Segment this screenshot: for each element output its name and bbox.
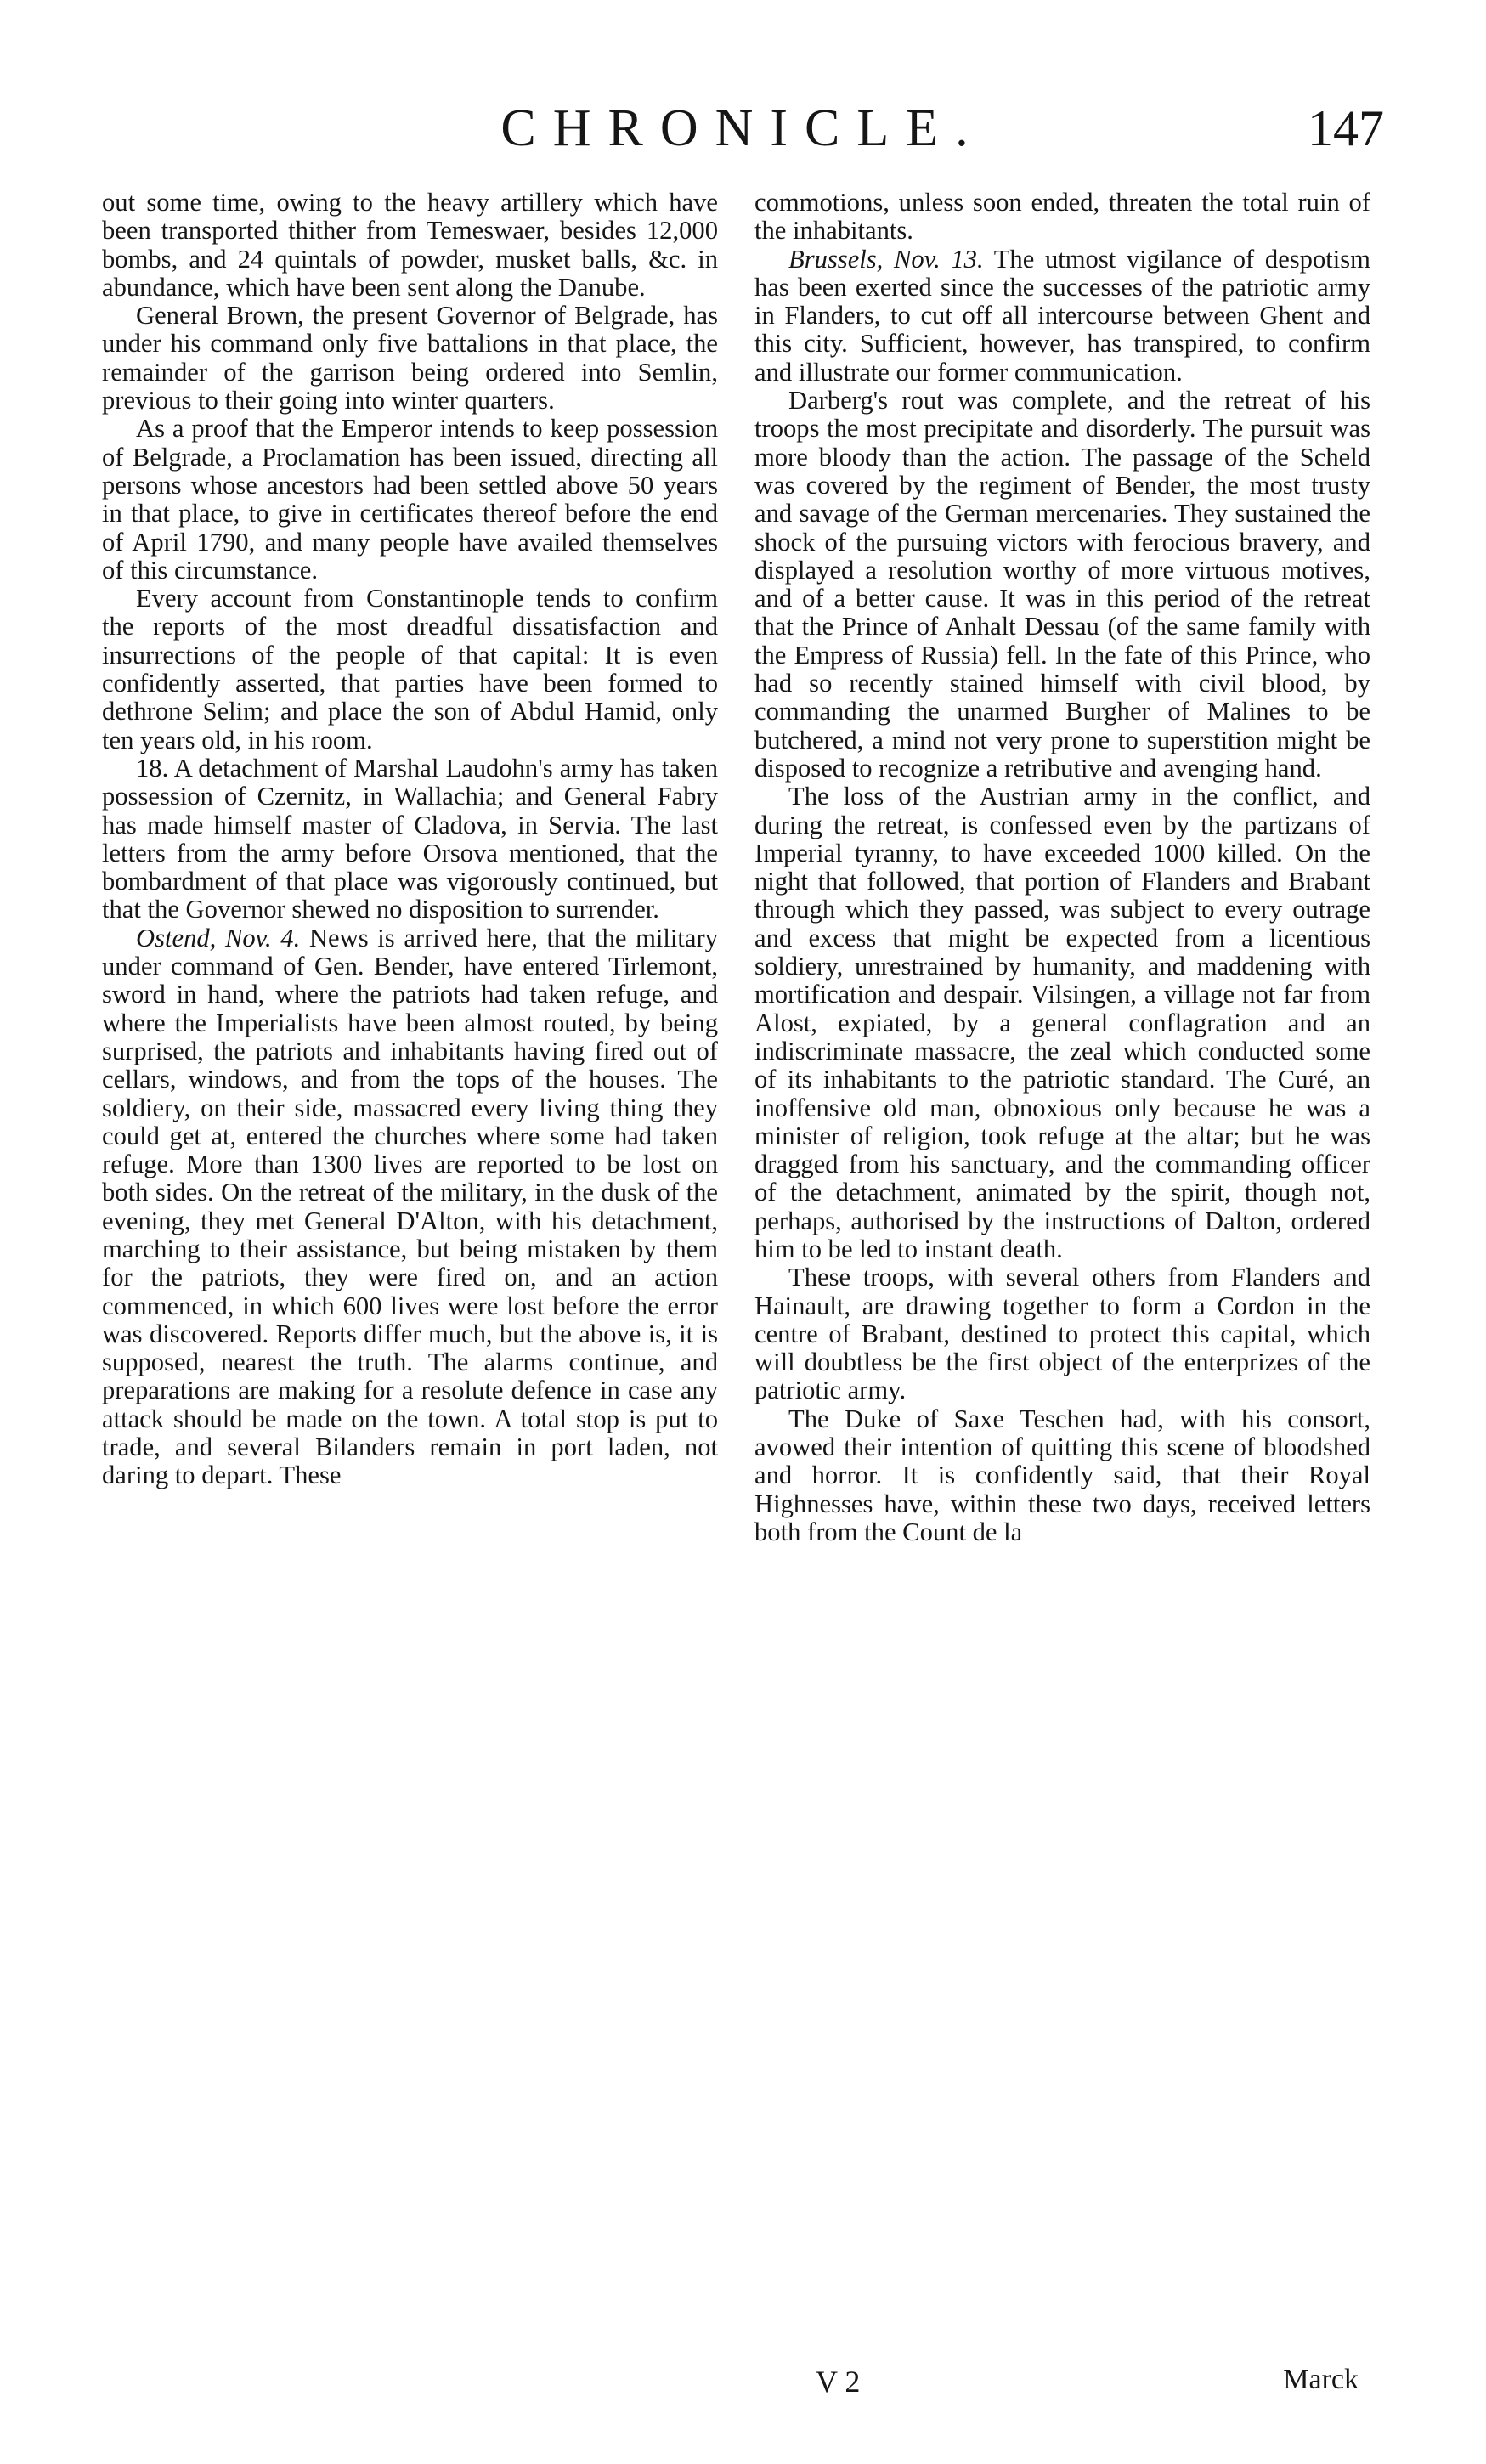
catchword: Marck — [1283, 2364, 1359, 2395]
paragraph — [754, 387, 1370, 783]
paragraph-text: commotions, unless soon ended, threaten the total ruin of the inhabitants. — [754, 189, 1370, 246]
paragraph-text: As a proof that the Emperor intends to keep possession of Belgrade, a Proclamation has been issued, directing all persons whose ancestors had been settled above 50 years in that place, to give in certificates thereof before the end of April 1790, and many people have availed themselves of this circumstance. — [102, 414, 718, 585]
dateline: Brussels, Nov. 13. — [788, 244, 984, 274]
paragraph-text: Darberg's rout was complete, and the retreat of his troops the most precipitate and disorderly. The pursuit was more bloody than the action. The passage of the Scheld was covered by the regiment of Bender, the most trusty and savage of the German mercenaries. They sustained the shock of the pursuing victors with ferocious bravery, and displayed a resolution worthy of more virtuous motives, and of a better cause. It was in this period of the retreat that the Prince of Anhalt Dessau (of the same family with the Empress of Russia) fell. In the fate of this Prince, who had so recently stained himself with civil blood, by commanding the unarmed Burgher of Malines to be butchered, a mind not very prone to superstition might be disposed to recognize a retributive and avenging hand. — [754, 386, 1370, 783]
paragraph — [102, 754, 718, 924]
page-header — [0, 82, 1486, 175]
signature-mark: V 2 — [816, 2365, 861, 2399]
paragraph-text: General Brown, the present Governor of Belgrade, has under his command only five battalions in that place, the remainder of the garrison being ordered into Semlin, previous to their going into winter quarters. — [102, 301, 718, 415]
paragraph — [754, 1405, 1370, 1546]
paragraph — [754, 246, 1370, 387]
paragraph — [102, 585, 718, 754]
paragraph-text: The utmost vigilance of despotism has been exerted since the successes of the patriotic army in Flanders, to cut off all intercourse between Ghent and this city. Sufficient, however, has transpired, to confirm and illustrate our former communication. — [754, 244, 1370, 387]
paragraph-text: Every account from Constantinople tends to confirm the reports of the most dreadful dissatisfaction and insurrections of the people of that capital: It is even confidently asserted, that parties have been formed to dethrone Selim; and place the son of Abdul Hamid, only ten years old, in his room. — [102, 584, 718, 754]
dateline: Ostend, Nov. 4. — [136, 923, 301, 952]
paragraph-text: out some time, owing to the heavy artillery which have been transported thither from Temeswaer, besides 12,000 bombs, and 24 quintals of powder, musket balls, &c. in abundance, which have been sent along the Danube. — [102, 189, 718, 302]
page-number: 147 — [1308, 100, 1384, 156]
paragraph — [754, 189, 1370, 246]
paragraph-text: 18. A detachment of Marshal Laudohn's army has taken possession of Czernitz, in Wallachia; and General Fabry has made himself master of Cladova, in Servia. The last letters from the army before Orsova mentioned, that the bombardment of that place was vigorously continued, but that the Governor shewed no disposition to surrender. — [102, 753, 718, 924]
paragraph-text: The loss of the Austrian army in the conflict, and during the retreat, is confessed even by the partizans of Imperial tyranny, to have exceeded 1000 killed. On the night that followed, that portion of Flanders and Brabant through which they passed, was subject to every outrage and excess that might be expected from a licentious soldiery, unrestrained by humanity, and maddening with mortification and despair. Vilsingen, a village not far from Alost, expiated, by a general conflagration and an indiscriminate massacre, the zeal which conducted some of its inhabitants to the patriotic standard. The Curé, an inoffensive old man, obnoxious only because he was a minister of religion, took refuge at the altar; but he was dragged from his sanctuary, and the commanding officer of the detachment, animated by the spirit, though not, perhaps, authorised by the instructions of Dalton, ordered him to be led to instant death. — [754, 782, 1370, 1263]
paragraph — [102, 189, 718, 302]
paragraph — [754, 783, 1370, 1263]
paragraph — [754, 1263, 1370, 1404]
paragraph-text: News is arrived here, that the military under command of Gen. Bender, have entered Tirlemont, sword in hand, where the patriots had taken refuge, and where the Imperialists have been almost routed, by being surprised, the patriots and inhabitants having fired out of cellars, windows, and from the tops of the houses. The soldiery, on their side, massacred every living thing they could get at, entered the churches where some had taken refuge. More than 1300 lives are reported to be lost on both sides. On the retreat of the military, in the dusk of the evening, they met General D'Alton, with his detachment, marching to their assistance, but being mistaken by them for the patriots, they were fired on, and an action commenced, in which 600 lives were lost before the error was discovered. Reports differ much, but the above is, it is supposed, nearest the truth. The alarms continue, and preparations are making for a resolute defence in case any attack should be made on the town. A total stop is put to trade, and several Bilanders remain in port laden, not daring to depart. These — [102, 923, 718, 1490]
paragraph — [102, 302, 718, 415]
running-title: CHRONICLE. — [500, 99, 986, 157]
paragraph-text: These troops, with several others from Flanders and Hainault, are drawing together to form a Cordon in the centre of Brabant, destined to protect this capital, which will doubtless be the first object of the enterprizes of the patriotic army. — [754, 1263, 1370, 1405]
paragraph-text: The Duke of Saxe Teschen had, with his consort, avowed their intention of quitting this scene of bloodshed and horror. It is confidently said, that their Royal Highnesses have, within these two days, received letters both from the Count de la — [754, 1404, 1370, 1546]
right-column — [754, 189, 1370, 2351]
paragraph — [102, 924, 718, 1490]
paragraph — [102, 415, 718, 585]
left-column — [102, 189, 718, 2351]
